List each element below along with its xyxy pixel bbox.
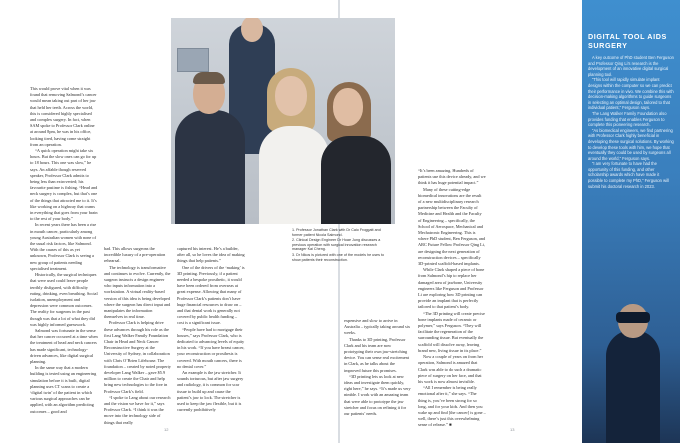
sidebar-photo-figure [606, 330, 660, 443]
article-column-2 [104, 246, 172, 426]
article-column-4 [344, 318, 412, 417]
paragraph: “The 3D printing will create precise bone implants made of ceramic or polymer,” says Ferguson. “They will facilitate the regeneration of the surrounding tissue. But eventually the scaffold will dissolve away, leaving brand new, living tissue in its place.” [418, 310, 485, 353]
paragraph: “All I remember is being really emotional after it,” she says. “The thing is, you’ve been strong for so long, and for your kids. And then you wake up and find [the cancer] is gone – well, there’s just this overwhelming sense of release.” ■ [418, 385, 486, 428]
article-photo [171, 18, 395, 224]
paragraph: “It’s been amazing. Hundreds of patients use this device already, and we think it has huge potential impact.” [418, 168, 486, 186]
page-number-left: 12 [164, 427, 169, 432]
paragraph: Historically, the surgical techniques that were used could leave people terribly disfigured, with difficulty eating, drinking, even breathing. Social isolation, unemployment and depression were common outcomes. The reality for surgeons in the past though was that a lot of what they did was highly informed guesswork. [30, 272, 98, 327]
paragraph: Many of these cutting-edge biomedical innovations are the result of a new multidisciplinary research partnership between the Faculty of Medicine and Health and the Faculty of Engineering – specifically, the School of Aerospace, Mechanical and Mechatronic Engineering. This is where PhD student, Ben Ferguson, and ARC Future Fellow Professor Qing Li, are designing the next generation of reconstruction devices – specifically 3D-printed scaffold-based implants. [418, 186, 486, 267]
sidebar-panel [582, 0, 680, 443]
sidebar-paragraph: “As biomedical engineers, we find partnering with Professor Clark highly beneficial in developing these surgical solutions. By working to develop these tools with him, we hope that eventually they could be used by surgeons all around the world,” Ferguson says. [588, 127, 674, 161]
paragraph: Now a couple of years on from her operation, Salmond is amazed that Clark was able to do such a dramatic piece of surgery on her face, and that his work is now almost invisible. [418, 354, 484, 384]
paragraph: bad. This allows surgeons the incredible luxury of a pre-operation rehearsal. [104, 246, 166, 264]
caption-item: 3. Dr Nikos is pictured with one of the models he uses to show patients their reconstruction. [292, 252, 385, 262]
sidebar-paragraph: The Lang Walker Family Foundation also provides funding that enables Ferguson to complete this pioneering research. [588, 110, 667, 128]
sidebar-paragraph: “I am very fortunate to have had the opportunity of this funding, and other scholarship awards which have made it possible to complete my PhD,” Ferguson will submit his doctoral research in 2023. [588, 161, 669, 189]
photo-person-middle-head [275, 76, 307, 116]
photo-person-middle [259, 126, 329, 224]
paragraph: The technology is transformative and continues to evolve. Currently, the surgeon instructs a design engineer who inputs information into a workstation. A virtual reality-based version of this idea is being developed where the surgeon has direct input and manipulates the information themselves in real time. [104, 264, 171, 320]
paragraph: Thanks to 3D printing, Professor Clark and his team are now prototyping their own jaw-stretching device. You can sense real excitement in Clark, as he talks about the improved future this promises. [344, 336, 410, 373]
paragraph: In the same way that a modern building is tested using an engineering simulation before it is built, digital planning uses CT scans to create a ‘digital twin’ of the patient in which various surgical approaches can be applied, with an algorithm predicting outcomes – good and [30, 365, 97, 414]
sidebar-paragraph: “This tool will rapidly simulate implant designs within the computer so we can predict their performance in vivo. We combine this with decision-making algorithms to guide surgeons in selecting an optimal design, tailored to that individual patient,” Ferguson says. [588, 77, 674, 111]
paragraph: An example is the jaw stretcher. It sounds torturous, but after jaw surgery and radiology, it is common for scar tissue to build up and cause the patient’s jaw to lock. The stretcher is used to keep the jaw flexible, but it is currently prohibitively [177, 370, 244, 413]
page-number-right: 13 [510, 427, 515, 432]
paragraph: captured his interest. He’s a builder, after all, so he loves the idea of making things that help patients.” [177, 246, 245, 264]
sidebar-body [588, 55, 674, 189]
paragraph: “I spoke to Lang about our research and the vision we have for it,” says Professor Clark. “I think it was the move into the technology side of things that really [104, 394, 171, 425]
paragraph: While Clark shaped a piece of bone from Salmond’s hip to replace her damaged area of jawbone, University engineers like Ferguson and Professor Li are exploring how 3D printing can provide an implant that is perfectly tailored to that patient’s body. [418, 267, 485, 310]
sidebar-title: DIGITAL TOOL AIDS SURGERY [588, 32, 667, 50]
paragraph: “A quick operation might take six hours. But the slow ones can go for up to 18 hours. This one was slow,” he says. An affable though reserved speaker, Professor Clark admits to being less than extroverted; his favourite pastime is fishing. “Head and neck surgery is complex, but that’s one of the things that attracted me to it. It’s like working on a highway that crams in everything that goes from your brain to the rest of your body.” [30, 148, 98, 222]
photo-caption [292, 228, 388, 263]
paragraph: Professor Clark is helping drive these advances through his role as the first Lang Walker Family Foundation Chair in Head and Neck Cancer Reconstructive Surgery at the University of Sydney, in collaboration with Chris O’Brien Lifehouse. The foundation – created by noted property developer Lang Walker – gave $5.9 million to create the Chair and help bring new technologies to the fore in Professor Clark’s field. [104, 320, 171, 394]
article-column-3 [177, 246, 245, 413]
paragraph: In recent years there has been a rise in mouth cancer, particularly among young Australian women with none of the usual risk factors, like Salmond. With the causes of this as yet unknown, Professor Clark is seeing a new group of patients needing specialised treatment. [30, 222, 97, 271]
sidebar-paragraph: A key outcome of PhD student Ben Ferguson and Professor Qing Li’s research is the development of an innovative digital surgical planning tool. [588, 55, 674, 77]
paragraph: expensive and slow to arrive in Australia – typically taking around six weeks. [344, 318, 410, 336]
photo-monitor [177, 48, 209, 72]
caption-item: 2. Clinical Design Engineer Dr Hoae Jung discusses a previous operation with surgical innovation research manager Kai Cheng. [292, 238, 381, 252]
caption-item: 1. Professor Jonathan Clark with Dr Caio Froggatt and former patient Nicola Salmond. [292, 228, 381, 237]
photo-person-right [321, 136, 391, 224]
photo-person-left [175, 110, 245, 224]
sidebar-photo [582, 290, 680, 443]
photo-person-left-hair [193, 72, 225, 84]
vr-headset-icon [616, 312, 650, 323]
paragraph: “3D printing lets us look at new ideas and investigate them quickly, right here,” he says. “It’s made us very nimble. I work with an amazing team that were able to prototype the jaw stretcher and focus on refining it for our patients’ needs. [344, 373, 411, 417]
paragraph: “People have had to mortgage their houses,” says Professor Clark, who is dedicated to advancing levels of equity in his work. “If you have breast cancer, your reconstruction or prosthesis is covered. With mouth cancers, there is no dental cover.” [177, 326, 245, 369]
article-column-1 [30, 86, 98, 415]
paragraph: One of the drivers of the ‘making’ is 3D printing. Previously, if a patient needed a bespoke prosthetic, it would have been ordered from overseas at great expense. Allowing that many of Professor Clark’s patients don’t have huge financial resources to draw on – and that dental work is generally not covered by public health funding – cost is a significant issue. [177, 264, 245, 326]
paragraph: Salmond was fortunate in the sense that her cancer occurred at a time when the treatment of head and neck cancers has made significant, technology-driven advances, like digital surgical planning. [30, 327, 98, 364]
photo-person-right-head [333, 88, 363, 126]
article-column-5 [418, 168, 486, 429]
paragraph: This would prove vital when it was found that removing Salmond’s cancer would mean taking out part of her jaw that held her teeth. Across the world, this is considered highly specialised and complex surgery. In fact, when SAM spoke to Professor Clark online at around 8pm, he was in his office, looking tired, having come straight from an operation. [30, 86, 97, 147]
